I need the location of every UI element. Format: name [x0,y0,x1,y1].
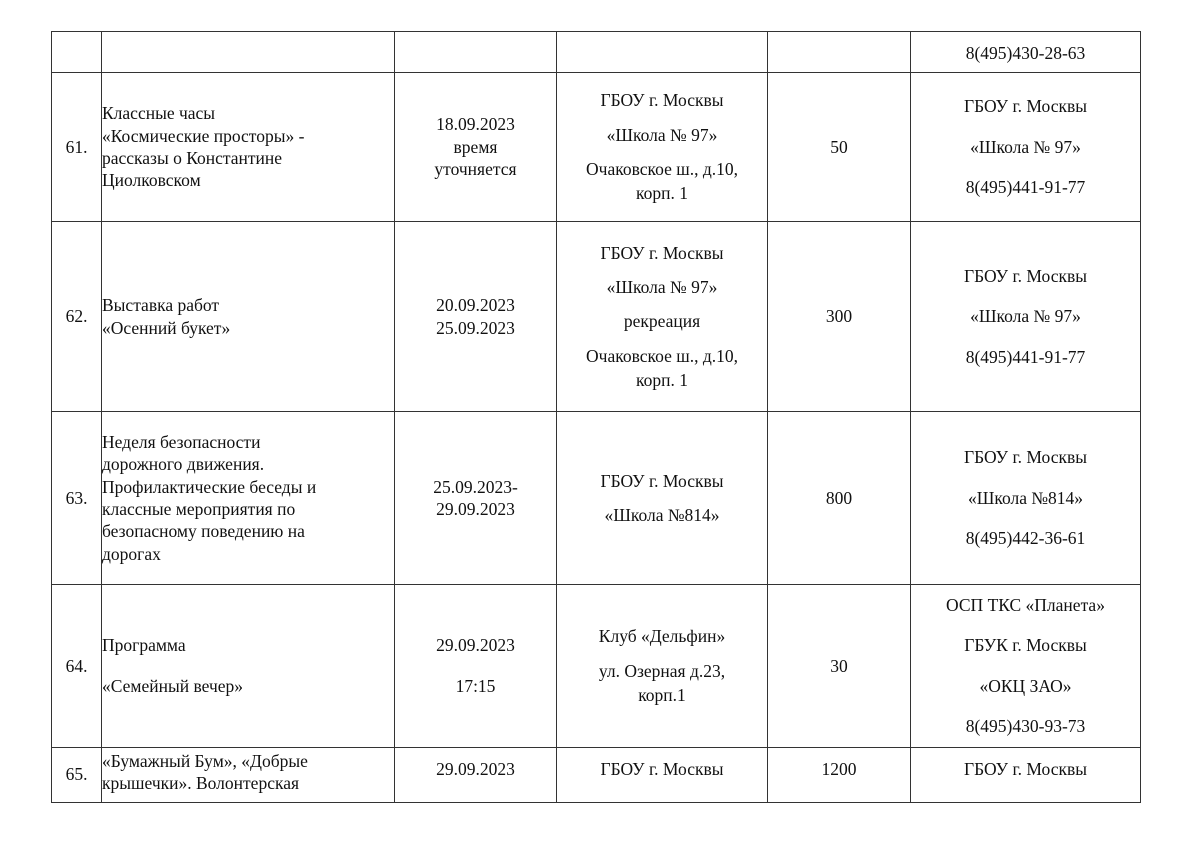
event-place-line: Очаковское ш., д.10, [586,159,738,179]
organizer-line: «ОКЦ ЗАО» [979,675,1072,696]
event-name [102,222,395,412]
event-name [102,585,395,748]
event-name-line: Неделя безопасности [102,431,261,452]
organizer-line: 8(495)441-91-77 [965,177,1086,198]
event-date-line: 29.09.2023 [436,635,515,656]
organizer-line: 8(495)430-28-63 [965,42,1086,63]
event-date-line: 20.09.2023 [436,295,515,316]
organizer-line: ГБОУ г. Москвы [963,96,1088,117]
event-place-line: «Школа №814» [604,505,720,525]
event-name-line: рассказы о Константине [102,148,283,168]
organizer [911,412,1141,585]
participants-count: 300 [768,222,911,412]
event-place-line: корп.1 [638,684,686,705]
row-number: 65. [52,747,102,802]
event-place-line: ГБОУ г. Москвы [600,758,724,779]
event-name-line: Выставка работ [102,295,220,316]
event-date-line: уточняется [434,159,517,180]
event-date [395,747,557,802]
event-date [395,32,557,73]
event-date-line: 17:15 [455,675,496,696]
organizer-line: 8(495)442-36-61 [965,528,1086,549]
event-place [557,73,768,222]
event-place-line: Клуб «Дельфин» [598,626,726,647]
organizer [911,32,1141,73]
event-name-line: дорожного движения. [102,454,265,475]
organizer [911,585,1141,748]
organizer [911,222,1141,412]
event-name [102,747,395,802]
event-place [557,747,768,802]
event-name-line: дорогах [102,543,161,564]
event-place-line: «Школа № 97» [606,276,718,297]
organizer [911,73,1141,222]
organizer-line: ГБОУ г. Москвы [963,447,1088,468]
organizer-line: ГБОУ г. Москвы [963,758,1088,779]
organizer [911,747,1141,802]
organizer-line: 8(495)441-91-77 [965,346,1086,367]
participants-count [768,32,911,73]
event-date-line: время [453,136,498,157]
participants-count: 800 [768,412,911,585]
event-date [395,412,557,585]
event-place [557,412,768,585]
event-place-line: рекреация [623,311,701,332]
event-date-line: 18.09.2023 [436,114,515,135]
event-place-line: Очаковское ш., д.10, [586,345,738,366]
participants-count: 1200 [768,747,911,802]
event-place-line: корп. 1 [636,183,688,204]
table-row [52,73,1141,222]
organizer-line: ОСП ТКС «Планета» [946,595,1105,615]
row-number: 62. [52,222,102,412]
event-name [102,73,395,222]
row-number: 63. [52,412,102,585]
event-name [102,32,395,73]
organizer-line: 8(495)430-93-73 [965,716,1086,737]
table-row [52,222,1141,412]
participants-count: 50 [768,73,911,222]
organizer-line: ГБУК г. Москвы [964,635,1087,656]
event-date [395,585,557,748]
event-place-line: «Школа № 97» [606,124,718,145]
event-place-line: корп. 1 [636,370,688,391]
event-place-line: ГБОУ г. Москвы [600,90,724,111]
event-name-line: Профилактические беседы и [102,476,317,497]
event-name-line: безопасному поведению на [102,521,305,542]
events-table [51,31,1141,803]
table-row [52,585,1141,748]
row-number: 64. [52,585,102,748]
event-name-line: «Бумажный Бум», «Добрые [102,750,308,771]
organizer-line: «Школа № 97» [970,306,1081,327]
event-date-line: 25.09.2023- [433,476,518,497]
event-name-line: Циолковском [102,170,201,191]
event-name-line: «Семейный вечер» [102,675,244,696]
organizer-line: «Школа №814» [967,487,1084,508]
event-date-line: 29.09.2023 [436,758,515,779]
event-name-line: «Космические просторы» - [102,125,305,146]
event-name-line: крышечки». Волонтерская [102,772,300,793]
event-place-line: ГБОУ г. Москвы [600,470,724,491]
event-date-line: 25.09.2023 [436,317,515,338]
event-name-line: Классные часы [102,103,216,124]
event-place [557,32,768,73]
event-name-line: Программа [102,635,186,656]
event-name-line: классные мероприятия по [102,499,296,519]
table-row [52,747,1141,802]
event-date-line: 29.09.2023 [436,499,515,519]
event-place [557,585,768,748]
event-date [395,73,557,222]
event-place-line: ул. Озерная д.23, [598,660,726,681]
event-name [102,412,395,585]
event-place [557,222,768,412]
row-number: 61. [52,73,102,222]
participants-count: 30 [768,585,911,748]
organizer-line: «Школа № 97» [970,136,1081,157]
event-place-line: ГБОУ г. Москвы [600,242,724,263]
table-row [52,412,1141,585]
event-date [395,222,557,412]
event-name-line: «Осенний букет» [102,317,231,338]
organizer-line: ГБОУ г. Москвы [963,265,1088,286]
table-row [52,32,1141,73]
row-number [52,32,102,73]
